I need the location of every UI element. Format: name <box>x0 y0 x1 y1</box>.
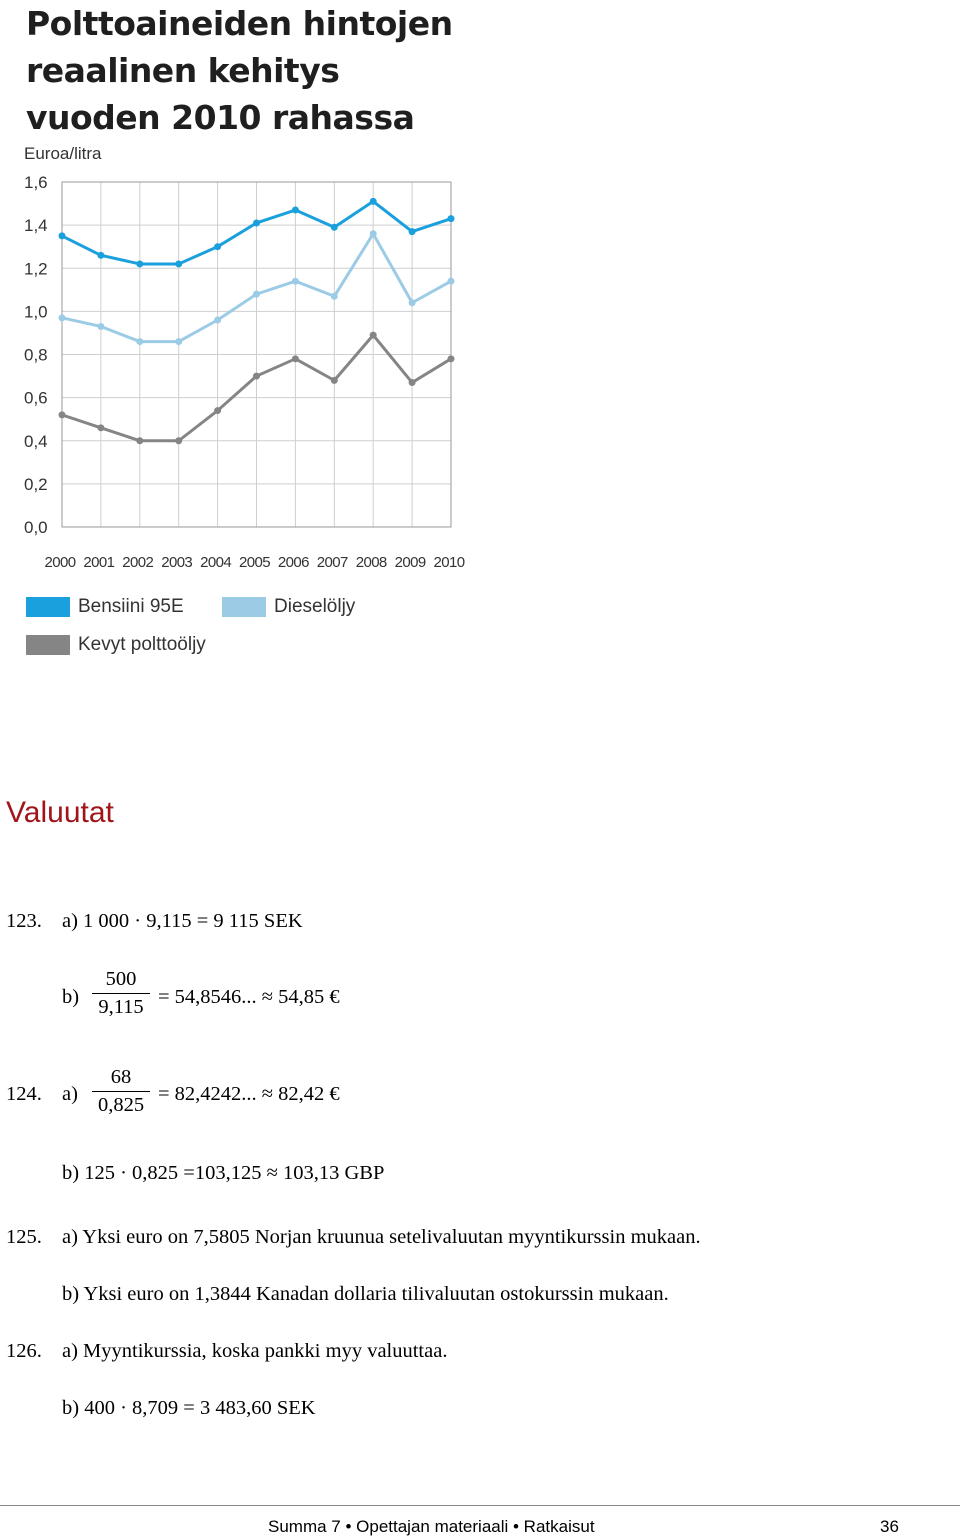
series-point-0 <box>253 219 260 226</box>
series-point-2 <box>292 355 299 362</box>
section-heading: Valuutat <box>6 796 114 829</box>
series-point-1 <box>331 293 338 300</box>
series-point-0 <box>175 260 182 267</box>
fraction-bar <box>92 1091 150 1092</box>
series-point-2 <box>370 332 377 339</box>
chart-title <box>26 0 486 141</box>
legend-item-kevyt <box>26 634 206 656</box>
y-tick-label: 0,6 <box>24 388 48 408</box>
x-tick-label: 2000 <box>44 554 76 571</box>
y-tick-label: 1,6 <box>24 173 48 192</box>
legend-item-diesel <box>222 596 355 618</box>
legend-swatch-diesel <box>222 597 266 617</box>
legend-label-bensiini: Bensiini 95E <box>78 596 184 617</box>
series-point-1 <box>59 314 66 321</box>
series-point-0 <box>97 252 104 259</box>
fraction-numerator: 68 <box>110 1066 132 1088</box>
series-point-1 <box>370 230 377 237</box>
x-tick-label: 2003 <box>161 554 193 571</box>
series-point-1 <box>292 278 299 285</box>
series-point-1 <box>448 278 455 285</box>
series-point-2 <box>136 437 143 444</box>
series-point-0 <box>214 243 221 250</box>
y-tick-label: 1,4 <box>24 216 48 236</box>
fraction-numerator: 500 <box>105 968 137 990</box>
series-point-2 <box>97 424 104 431</box>
page-number: 36 <box>880 1517 899 1536</box>
x-tick-label: 2006 <box>277 554 309 571</box>
y-axis-label: Euroa/litra <box>24 144 102 163</box>
y-tick-label: 0,0 <box>24 518 48 537</box>
series-point-1 <box>175 338 182 345</box>
footer-divider <box>0 1505 960 1506</box>
exercise-124-b: b) 125 · 0,825 =103,125 ≈ 103,13 GBP <box>62 1162 385 1184</box>
exercise-124-a-result: = 82,4242... ≈ 82,42 € <box>158 1083 340 1105</box>
series-point-1 <box>136 338 143 345</box>
fraction-bar <box>92 993 150 994</box>
exercise-126-b: b) 400 · 8,709 = 3 483,60 SEK <box>62 1397 316 1419</box>
series-point-0 <box>136 260 143 267</box>
x-tick-label: 2002 <box>122 554 154 571</box>
x-tick-label: 2004 <box>200 554 232 571</box>
series-point-2 <box>59 411 66 418</box>
legend-swatch-bensiini <box>26 597 70 617</box>
x-tick-label: 2010 <box>433 554 465 571</box>
exercise-123-number: 123. <box>6 910 42 932</box>
series-point-1 <box>214 317 221 324</box>
x-tick-label: 2005 <box>239 554 270 571</box>
exercise-123-b-label: b) <box>62 986 80 1008</box>
exercise-125-number: 125. <box>6 1226 42 1248</box>
exercise-123-b-fraction <box>92 968 150 1019</box>
exercise-123-a: a) 1 000 · 9,115 = 9 115 SEK <box>62 910 303 932</box>
x-tick-label: 2009 <box>394 554 426 571</box>
series-point-0 <box>292 207 299 214</box>
exercise-124-a-label: a) <box>62 1083 78 1105</box>
fraction-denominator: 0,825 <box>97 1094 145 1116</box>
fraction-denominator: 9,115 <box>98 996 144 1018</box>
series-point-1 <box>409 299 416 306</box>
series-point-2 <box>331 377 338 384</box>
y-tick-label: 1,0 <box>24 302 48 322</box>
y-tick-label: 0,2 <box>24 474 48 494</box>
legend-item-bensiini <box>26 596 184 618</box>
exercise-126-number: 126. <box>6 1340 42 1362</box>
y-tick-label: 1,2 <box>24 259 48 279</box>
exercise-126-a: a) Myyntikurssia, koska pankki myy valuuttaa. <box>62 1340 448 1362</box>
chart-title-line-2: reaalinen kehitys <box>26 51 340 90</box>
series-point-2 <box>409 379 416 386</box>
legend-label-kevyt: Kevyt polttoöljy <box>78 634 206 655</box>
series-point-0 <box>331 224 338 231</box>
x-tick-label: 2007 <box>316 554 348 571</box>
y-tick-label: 0,8 <box>24 345 48 365</box>
exercise-125-a: a) Yksi euro on 7,5805 Norjan kruunua setelivaluutan myyntikurssin mukaan. <box>62 1226 701 1248</box>
x-tick-label: 2001 <box>83 554 115 571</box>
exercise-124-a-fraction <box>92 1066 150 1117</box>
x-tick-label: 2008 <box>355 554 387 571</box>
exercise-125-b: b) Yksi euro on 1,3844 Kanadan dollaria tilivaluutan ostokurssin mukaan. <box>62 1283 669 1305</box>
footer-text: Summa 7 • Opettajan materiaali • Ratkaisut <box>268 1517 595 1536</box>
legend-label-diesel: Dieselöljy <box>274 596 356 617</box>
exercise-124-number: 124. <box>6 1083 42 1105</box>
chart-title-line-3: vuoden 2010 rahassa <box>26 98 415 137</box>
series-point-2 <box>448 355 455 362</box>
series-point-2 <box>214 407 221 414</box>
series-point-2 <box>253 373 260 380</box>
series-point-0 <box>370 198 377 205</box>
series-point-2 <box>175 437 182 444</box>
series-point-1 <box>253 291 260 298</box>
exercise-123-b-result: = 54,8546... ≈ 54,85 € <box>158 986 340 1008</box>
series-point-0 <box>59 232 66 239</box>
series-point-0 <box>448 215 455 222</box>
series-point-0 <box>409 228 416 235</box>
series-point-1 <box>97 323 104 330</box>
line-chart <box>0 160 480 580</box>
legend-swatch-kevyt <box>26 635 70 655</box>
chart-title-line-1: Polttoaineiden hintojen <box>26 4 453 43</box>
y-tick-label: 0,4 <box>24 431 48 451</box>
